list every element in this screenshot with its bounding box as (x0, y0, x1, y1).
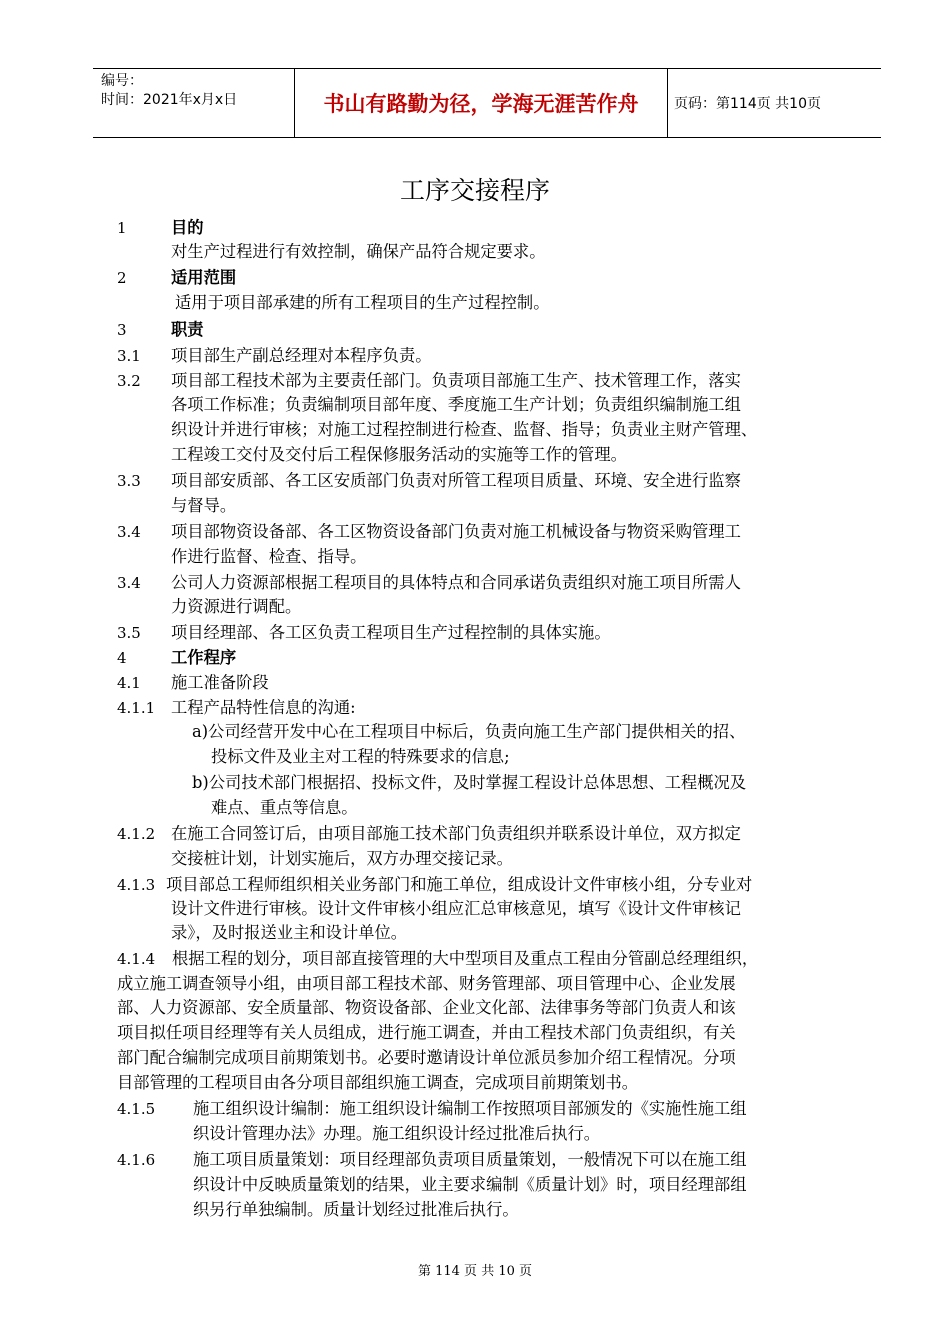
section-number: 3.3 (117, 472, 141, 490)
document-header (93, 68, 881, 138)
section-heading: 目的 (171, 218, 204, 237)
section-heading: 职责 (171, 320, 204, 339)
body-text-line: 织设计并进行审核；对施工过程控制进行检查、监督、指导；负责业主财产管理、 (171, 420, 758, 439)
section-heading: 适用范围 (171, 268, 237, 287)
body-text-line: 与督导。 (171, 496, 237, 515)
section-number: 3.4 (117, 523, 141, 541)
section-number: 2 (117, 269, 127, 287)
section-number: 3.2 (117, 372, 141, 390)
body-text-line: 部、人力资源部、安全质量部、物资设备部、企业文化部、法律事务等部门负责人和该 (117, 998, 736, 1017)
section-number: 4.1.1 (117, 699, 156, 717)
section-heading: 工作程序 (171, 648, 237, 667)
body-text-line: 作进行监督、检查、指导。 (171, 547, 367, 566)
body-text-line: 织设计管理办法》办理。施工组织设计经过批准后执行。 (193, 1124, 601, 1143)
section-number: 3.4 (117, 574, 141, 592)
body-text-line: 施工准备阶段 (171, 673, 269, 692)
section-number: 4 (117, 649, 127, 667)
body-text-line: 项目经理部、各工区负责工程项目生产过程控制的具体实施。 (171, 623, 611, 642)
body-text-line: 公司人力资源部根据工程项目的具体特点和合同承诺负责组织对施工项目所需人 (171, 573, 741, 592)
header-motto: 书山有路勤为径，学海无涯苦作舟 (294, 69, 668, 137)
body-text-line: b)公司技术部门根据招、投标文件，及时掌握工程设计总体思想、工程概况及 (192, 773, 747, 792)
body-text-line: 项目部物资设备部、各工区物资设备部门负责对施工机械设备与物资采购管理工 (171, 522, 741, 541)
body-text-line: 难点、重点等信息。 (211, 798, 358, 817)
section-number: 1 (117, 219, 127, 237)
body-text-line: 根据工程的划分，项目部直接管理的大中型项目及重点工程由分管副总经理组织， (172, 949, 759, 968)
body-text-line: 项目拟任项目经理等有关人员组成，进行施工调查，并由工程技术部门负责组织，有关 (117, 1023, 736, 1042)
section-number: 4.1.3 (117, 876, 156, 894)
section-number: 4.1.4 (117, 950, 156, 968)
document-title: 工序交接程序 (399, 176, 550, 205)
section-number: 4.1 (117, 674, 141, 692)
header-info-cell (93, 69, 294, 137)
body-text-line: 项目部总工程师组织相关业务部门和施工单位，组成设计文件审核小组，分专业对 (166, 875, 753, 894)
body-text-line: a)公司经营开发中心在工程项目中标后，负责向施工生产部门提供相关的招、 (192, 722, 746, 741)
section-number: 4.1.2 (117, 825, 156, 843)
body-text-line: 工程竣工交付及交付后工程保修服务活动的实施等工作的管理。 (171, 445, 627, 464)
section-number: 3.5 (117, 624, 141, 642)
body-text-line: 部门配合编制完成项目前期策划书。必要时邀请设计单位派员参加介绍工程情况。分项 (117, 1048, 736, 1067)
body-text-line: 织设计中反映质量策划的结果，业主要求编制《质量计划》时，项目经理部组 (193, 1175, 747, 1194)
body-text-line: 项目部工程技术部为主要责任部门。负责项目部施工生产、技术管理工作，落实 (171, 371, 741, 390)
body-text-line: 设计文件进行审核。设计文件审核小组应汇总审核意见，填写《设计文件审核记 (171, 899, 741, 918)
time-label: 时间：2021年x月x日 (101, 92, 238, 108)
body-text-line: 成立施工调查领导小组，由项目部工程技术部、财务管理部、项目管理中心、企业发展 (117, 974, 736, 993)
body-text-line: 项目部安质部、各工区安质部门负责对所管工程项目质量、环境、安全进行监察 (171, 471, 741, 490)
section-number: 3 (117, 321, 127, 339)
section-number: 3.1 (117, 347, 141, 365)
body-text-line: 录》，及时报送业主和设计单位。 (171, 923, 408, 942)
body-text-line: 目部管理的工程项目由各分项目部组织施工调查，完成项目前期策划书。 (117, 1073, 639, 1092)
body-text-line: 施工项目质量策划：项目经理部负责项目质量策划，一般情况下可以在施工组 (193, 1150, 747, 1169)
body-text-line: 工程产品特性信息的沟通: (171, 698, 356, 717)
body-text-line: 交接桩计划，计划实施后，双方办理交接记录。 (171, 849, 513, 868)
section-number: 4.1.5 (117, 1100, 156, 1118)
body-text-line: 项目部生产副总经理对本程序负责。 (171, 346, 432, 365)
body-text-line: 力资源进行调配。 (171, 597, 302, 616)
section-number: 4.1.6 (117, 1151, 156, 1169)
body-text-line: 对生产过程进行有效控制，确保产品符合规定要求。 (171, 242, 546, 261)
body-text-line: 适用于项目部承建的所有工程项目的生产过程控制。 (175, 293, 550, 312)
body-text-line: 施工组织设计编制：施工组织设计编制工作按照项目部颁发的《实施性施工组 (193, 1099, 747, 1118)
header-page-label: 页码：第114页 共10页 (674, 96, 821, 112)
page-footer: 第 114 页 共 10 页 (417, 1264, 533, 1279)
body-text-line: 织另行单独编制。质量计划经过批准后执行。 (193, 1200, 519, 1219)
body-text-line: 在施工合同签订后，由项目部施工技术部门负责组织并联系设计单位，双方拟定 (171, 824, 741, 843)
body-text-line: 投标文件及业主对工程的特殊要求的信息; (211, 747, 510, 766)
number-label: 编号： (101, 73, 143, 89)
body-text-line: 各项工作标准；负责编制项目部年度、季度施工生产计划；负责组织编制施工组 (171, 395, 741, 414)
